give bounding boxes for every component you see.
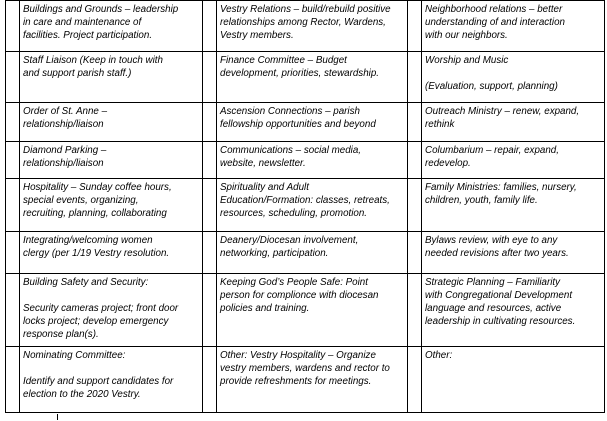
table-cell[interactable]: Worship and Music (Evaluation, support, planning) [422, 52, 605, 103]
table-row [6, 274, 605, 347]
table-cell[interactable]: Deanery/Diocesan involvement, networking, participation. [217, 232, 408, 274]
row-margin-cell [408, 142, 422, 179]
table-cell[interactable]: Order of St. Anne – relationship/liaison [20, 103, 203, 142]
table-cell[interactable]: Other: Vestry Hospitality – Organize vestry members, wardens and rector to provide refreshments for meetings. [217, 347, 408, 413]
row-margin-cell [408, 1, 422, 52]
table-cell[interactable]: Integrating/welcoming women clergy (per 1/19 Vestry resolution. [20, 232, 203, 274]
row-margin-cell [408, 347, 422, 413]
table-cell[interactable]: Spirituality and Adult Education/Formation: classes, retreats, resources, scheduling, promotion. [217, 179, 408, 232]
row-margin-cell [408, 52, 422, 103]
row-margin-cell [203, 52, 217, 103]
row-margin-cell [6, 179, 20, 232]
table-cell[interactable]: Hospitality – Sunday coffee hours, special events, organizing, recruiting, planning, collaborating [20, 179, 203, 232]
row-margin-cell [203, 1, 217, 52]
table-row [6, 179, 605, 232]
row-margin-cell [6, 103, 20, 142]
row-margin-cell [408, 274, 422, 347]
row-margin-cell [6, 347, 20, 413]
table-cell[interactable]: Buildings and Grounds – leadership in care and maintenance of facilities. Project participation. [20, 1, 203, 52]
table-cell[interactable]: Diamond Parking – relationship/liaison [20, 142, 203, 179]
table-cell[interactable]: Bylaws review, with eye to any needed revisions after two years. [422, 232, 605, 274]
row-margin-cell [203, 274, 217, 347]
table-cell[interactable]: Staff Liaison (Keep in touch with and support parish staff.) [20, 52, 203, 103]
table-cell[interactable]: Other: [422, 347, 605, 413]
table-cell[interactable]: Communications – social media, website, newsletter. [217, 142, 408, 179]
row-margin-cell [203, 103, 217, 142]
row-margin-cell [6, 274, 20, 347]
table-cell[interactable]: Family Ministries: families, nursery, children, youth, family life. [422, 179, 605, 232]
table-cell[interactable]: Outreach Ministry – renew, expand, rethink [422, 103, 605, 142]
table-cell[interactable]: Building Safety and Security: Security cameras project; front door locks project; develop emergency response plan(s). [20, 274, 203, 347]
table-row [6, 347, 605, 413]
table-row [6, 232, 605, 274]
table-row [6, 103, 605, 142]
table-cell[interactable]: Neighborhood relations – better understanding of and interaction with our neighbors. [422, 1, 605, 52]
row-margin-cell [408, 232, 422, 274]
table-row [6, 52, 605, 103]
ministry-table [5, 0, 605, 413]
text-cursor [57, 414, 58, 420]
row-margin-cell [203, 142, 217, 179]
table-cell[interactable]: Nominating Committee: Identify and support candidates for election to the 2020 Vestry. [20, 347, 203, 413]
table-cell[interactable]: Finance Committee – Budget development, priorities, stewardship. [217, 52, 408, 103]
row-margin-cell [6, 1, 20, 52]
row-margin-cell [6, 52, 20, 103]
row-margin-cell [203, 232, 217, 274]
table-cell[interactable]: Strategic Planning – Familiarity with Congregational Development language and resources, active leadership in cultivating resources. [422, 274, 605, 347]
row-margin-cell [6, 232, 20, 274]
row-margin-cell [203, 347, 217, 413]
row-margin-cell [408, 103, 422, 142]
row-margin-cell [203, 179, 217, 232]
table-row [6, 142, 605, 179]
table-cell[interactable]: Keeping God’s People Safe: Point person for complionce with diocesan policies and training. [217, 274, 408, 347]
table-cell[interactable]: Ascension Connections – parish fellowship opportunities and beyond [217, 103, 408, 142]
row-margin-cell [6, 142, 20, 179]
table-cell[interactable]: Vestry Relations – build/rebuild positive relationships among Rector, Wardens, Vestry members. [217, 1, 408, 52]
row-margin-cell [408, 179, 422, 232]
table-row [6, 1, 605, 52]
table-cell[interactable]: Columbarium – repair, expand, redevelop. [422, 142, 605, 179]
